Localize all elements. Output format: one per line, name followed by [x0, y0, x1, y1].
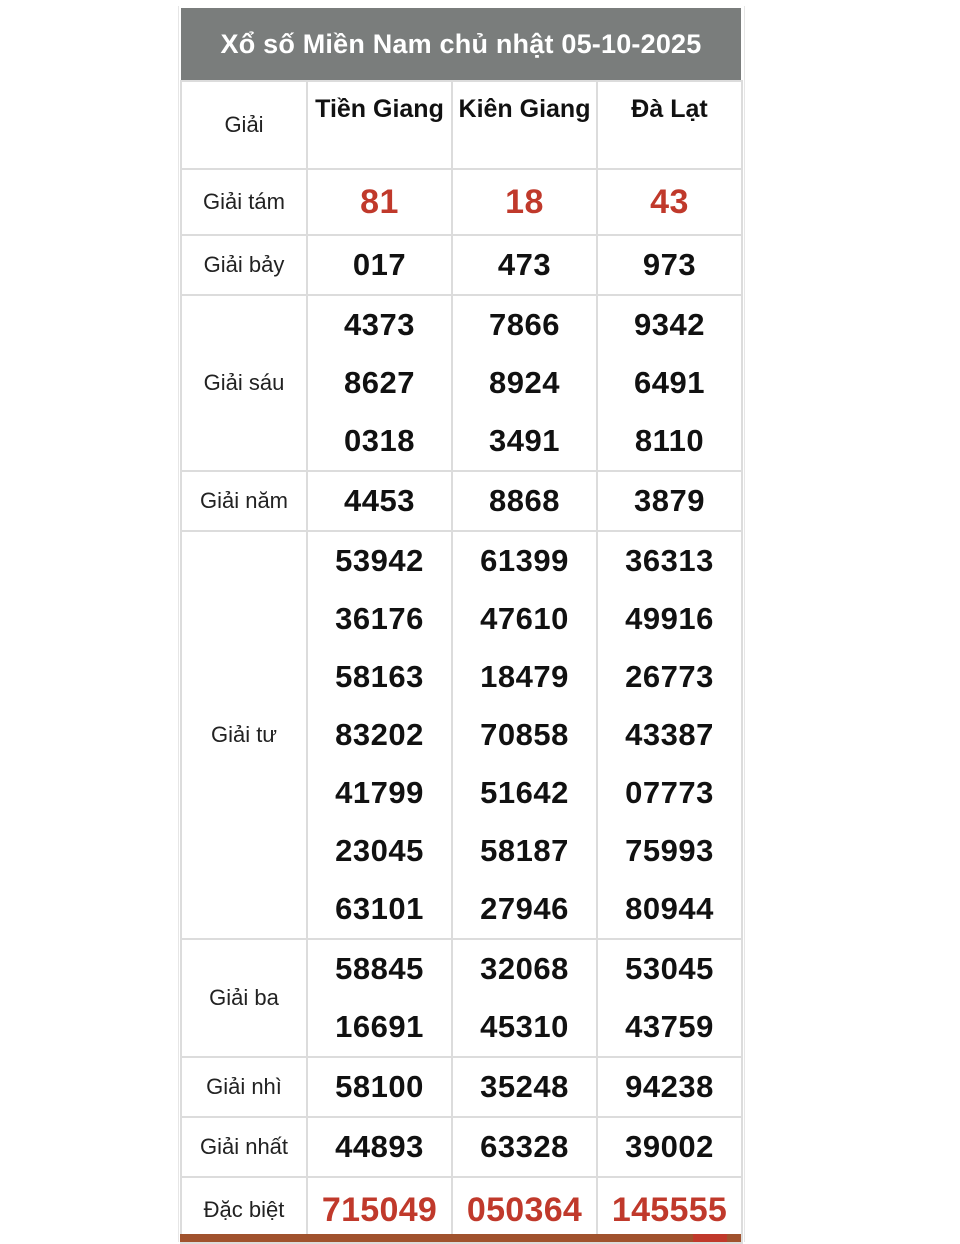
footer-accent	[693, 1234, 727, 1242]
prize-cell	[597, 1117, 742, 1177]
prize-row	[181, 295, 742, 471]
prize-cell	[307, 471, 452, 531]
prize-cell	[597, 1057, 742, 1117]
winning-number: 61399	[480, 543, 569, 578]
winning-number: 80944	[625, 891, 714, 926]
winning-number: 23045	[335, 833, 424, 868]
winning-number: 8924	[489, 365, 560, 400]
winning-number: 145555	[611, 1191, 728, 1229]
winning-number: 07773	[625, 775, 714, 810]
winning-number: 18479	[480, 659, 569, 694]
prize-cell	[307, 1057, 452, 1117]
prize-cell	[452, 295, 597, 471]
prize-row	[181, 1057, 742, 1117]
winning-number: 050364	[466, 1191, 583, 1229]
prize-cell	[307, 939, 452, 1057]
winning-number: 43759	[625, 1009, 714, 1044]
winning-number: 8110	[634, 423, 705, 458]
prize-label: Giải bảy	[181, 235, 307, 295]
winning-number: 6491	[634, 365, 705, 400]
winning-number: 7866	[489, 307, 560, 342]
winning-number: 973	[642, 247, 697, 282]
winning-number: 35248	[480, 1069, 569, 1104]
winning-number: 27946	[480, 891, 569, 926]
winning-number: 47610	[480, 601, 569, 636]
winning-number: 4373	[344, 307, 415, 342]
winning-number: 36176	[335, 601, 424, 636]
winning-number: 58163	[335, 659, 424, 694]
prize-row	[181, 471, 742, 531]
prize-row	[181, 169, 742, 235]
prize-cell	[597, 531, 742, 939]
prize-row	[181, 235, 742, 295]
winning-number: 18	[505, 183, 544, 221]
prize-cell	[597, 169, 742, 235]
results-title: Xổ số Miền Nam chủ nhật 05-10-2025	[181, 8, 741, 80]
winning-number: 83202	[335, 717, 424, 752]
winning-number: 63101	[335, 891, 424, 926]
prize-label: Giải tám	[181, 169, 307, 235]
prize-label: Giải tư	[181, 531, 307, 939]
winning-number: 473	[497, 247, 552, 282]
winning-number: 39002	[625, 1129, 714, 1164]
prize-cell	[307, 531, 452, 939]
winning-number: 81	[360, 183, 399, 221]
winning-number: 58187	[480, 833, 569, 868]
winning-number: 43	[650, 183, 689, 221]
prize-cell	[307, 295, 452, 471]
prize-cell	[452, 471, 597, 531]
province-header[interactable]: Kiên Giang	[452, 81, 597, 169]
prize-column-header: Giải	[181, 81, 307, 169]
prize-label: Giải nhì	[181, 1057, 307, 1117]
prize-cell	[597, 295, 742, 471]
prize-cell	[452, 939, 597, 1057]
prize-label: Giải nhất	[181, 1117, 307, 1177]
table-header-row	[181, 81, 742, 169]
winning-number: 0318	[344, 423, 415, 458]
prize-label: Đặc biệt	[181, 1177, 307, 1243]
prize-row	[181, 531, 742, 939]
prize-label: Giải năm	[181, 471, 307, 531]
prize-cell	[597, 471, 742, 531]
prize-cell	[597, 939, 742, 1057]
winning-number: 32068	[480, 951, 569, 986]
winning-number: 3879	[634, 483, 705, 518]
winning-number: 58845	[335, 951, 424, 986]
winning-number: 715049	[321, 1191, 438, 1229]
winning-number: 75993	[625, 833, 714, 868]
winning-number: 51642	[480, 775, 569, 810]
winning-number: 017	[352, 247, 407, 282]
winning-number: 94238	[625, 1069, 714, 1104]
winning-number: 44893	[335, 1129, 424, 1164]
lottery-results-table	[180, 80, 743, 1244]
winning-number: 9342	[634, 307, 705, 342]
winning-number: 3491	[489, 423, 560, 458]
winning-number: 43387	[625, 717, 714, 752]
winning-number: 16691	[335, 1009, 424, 1044]
prize-cell	[452, 1117, 597, 1177]
winning-number: 41799	[335, 775, 424, 810]
winning-number: 45310	[480, 1009, 569, 1044]
prize-label: Giải sáu	[181, 295, 307, 471]
winning-number: 4453	[344, 483, 415, 518]
winning-number: 8868	[489, 483, 560, 518]
winning-number: 53942	[335, 543, 424, 578]
winning-number: 63328	[480, 1129, 569, 1164]
winning-number: 36313	[625, 543, 714, 578]
prize-cell	[452, 235, 597, 295]
prize-label: Giải ba	[181, 939, 307, 1057]
province-header[interactable]: Tiền Giang	[307, 81, 452, 169]
prize-cell	[452, 531, 597, 939]
prize-rows	[181, 169, 742, 1243]
province-header[interactable]: Đà Lạt	[597, 81, 742, 169]
winning-number: 26773	[625, 659, 714, 694]
prize-cell	[307, 1117, 452, 1177]
prize-row	[181, 1117, 742, 1177]
winning-number: 49916	[625, 601, 714, 636]
footer-bar	[180, 1234, 741, 1242]
winning-number: 70858	[480, 717, 569, 752]
winning-number: 53045	[625, 951, 714, 986]
prize-cell	[452, 169, 597, 235]
prize-row	[181, 939, 742, 1057]
prize-cell	[307, 169, 452, 235]
prize-cell	[307, 235, 452, 295]
winning-number: 8627	[344, 365, 415, 400]
prize-cell	[452, 1057, 597, 1117]
prize-cell	[597, 235, 742, 295]
winning-number: 58100	[335, 1069, 424, 1104]
